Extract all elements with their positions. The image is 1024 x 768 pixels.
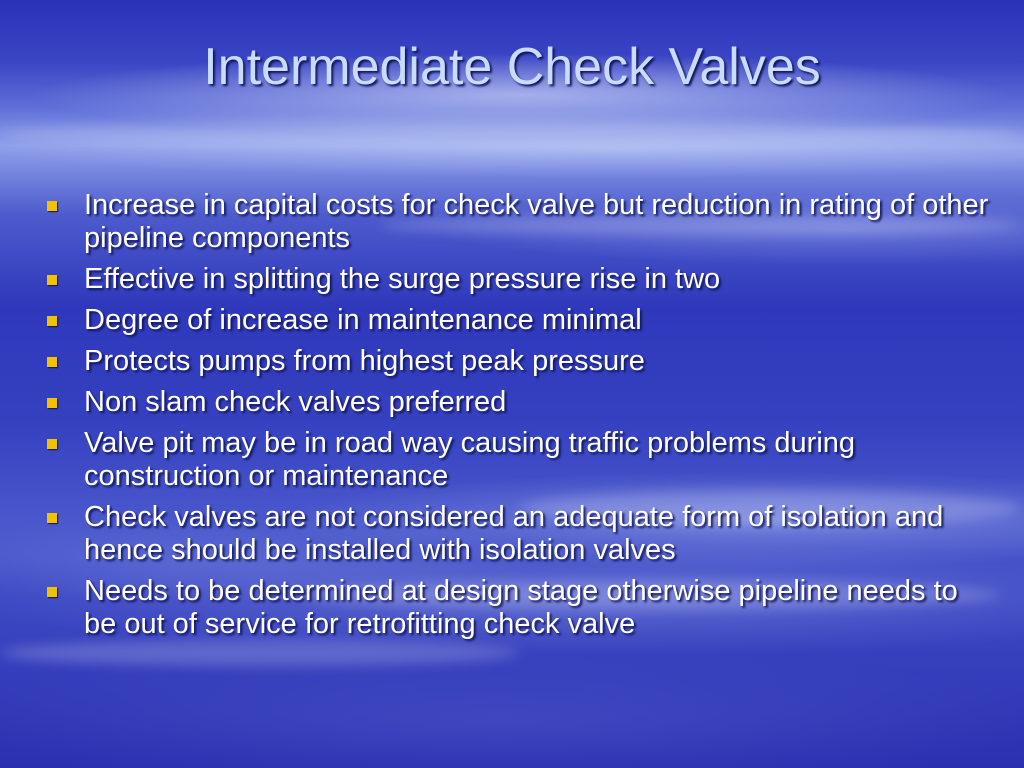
bullet-text: Check valves are not considered an adequate form of isolation and hence should be installed with isolation valves [84,501,944,566]
bullet-item [42,263,992,296]
bullet-list [42,189,992,649]
bullet-item [42,189,992,255]
square-bullet-icon [47,357,57,367]
bullet-text: Valve pit may be in road way causing traffic problems during construction or maintenance [84,427,856,492]
bullet-text: Increase in capital costs for check valve but reduction in rating of other pipeline components [84,189,989,254]
bullet-item [42,575,992,641]
bullet-item [42,304,992,337]
square-bullet-icon [47,201,57,211]
bullet-item [42,386,992,419]
square-bullet-icon [47,316,57,326]
square-bullet-icon [47,439,57,449]
square-bullet-icon [47,587,57,597]
bullet-text: Effective in splitting the surge pressure rise in two [84,263,721,295]
bullet-item [42,501,992,567]
square-bullet-icon [47,398,57,408]
bullet-text: Non slam check valves preferred [84,386,507,418]
bullet-text: Protects pumps from highest peak pressure [84,345,645,377]
bullet-item [42,345,992,378]
square-bullet-icon [47,275,57,285]
bullet-text: Needs to be determined at design stage otherwise pipeline needs to be out of service for retrofitting check valve [84,575,958,640]
slide-title: Intermediate Check Valves [203,38,821,96]
bullet-item [42,427,992,493]
background-cloud-streak [0,120,1024,148]
square-bullet-icon [47,513,57,523]
bullet-text: Degree of increase in maintenance minimal [84,304,642,336]
